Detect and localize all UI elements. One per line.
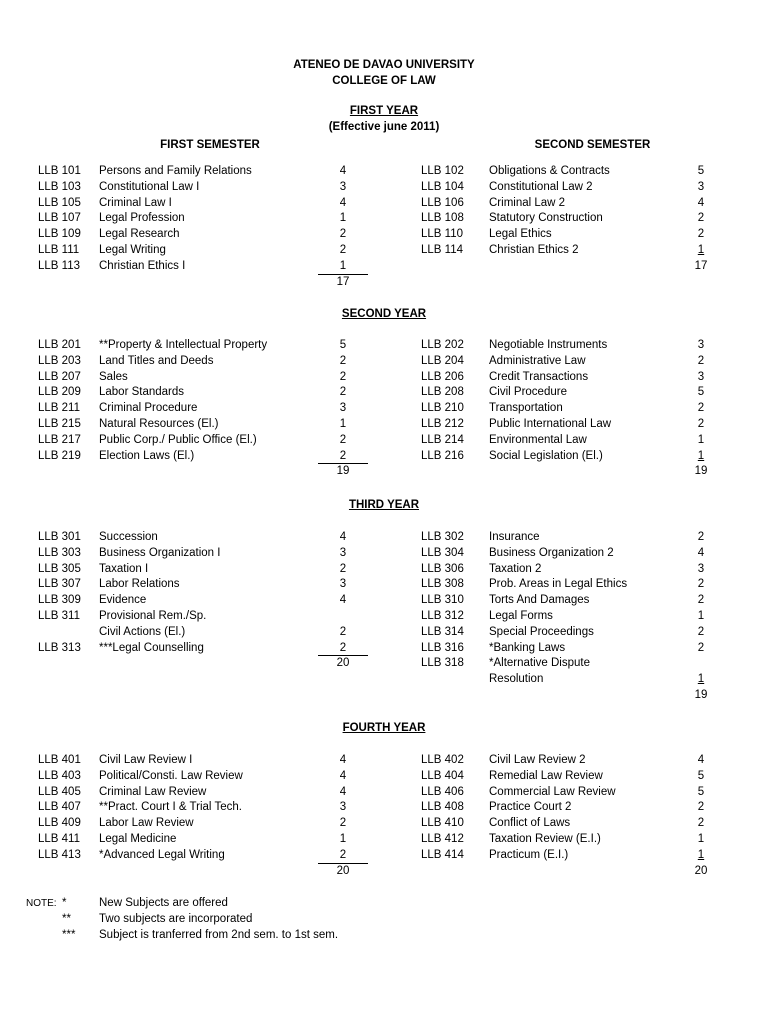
- course-name: Land Titles and Deeds: [99, 354, 214, 367]
- course-row-right: [0, 385, 768, 401]
- course-row-right: [0, 433, 768, 449]
- course-code: LLB 217: [38, 433, 81, 446]
- first-semester-total: 17: [336, 275, 350, 288]
- course-row-right: [0, 530, 768, 546]
- course-row-right: [0, 417, 768, 433]
- course-units: 1: [697, 833, 705, 845]
- course-row-right: [0, 609, 768, 625]
- first-semester-heading: FIRST SEMESTER: [160, 139, 260, 151]
- course-code: LLB 402: [421, 754, 464, 766]
- course-units: 2: [697, 212, 705, 225]
- course-units: 1: [697, 244, 705, 256]
- course-row-right: [0, 354, 768, 370]
- course-code: LLB 107: [38, 212, 81, 225]
- second-semester-total: 19: [694, 689, 708, 701]
- course-code: LLB 409: [38, 817, 81, 830]
- course-units: 4: [339, 196, 347, 209]
- course-code: LLB 401: [38, 754, 81, 766]
- course-name: Provisional Rem./Sp.: [99, 610, 207, 622]
- course-units: 2: [339, 228, 347, 241]
- course-code: LLB 113: [38, 259, 80, 272]
- course-code: LLB 102: [421, 165, 464, 177]
- course-units: 4: [339, 769, 347, 782]
- course-name: Social Legislation (El.): [489, 449, 603, 462]
- course-code: LLB 405: [38, 785, 81, 798]
- course-units: 3: [697, 370, 705, 383]
- note-marker: **: [62, 912, 71, 925]
- course-code: LLB 210: [421, 402, 464, 415]
- course-code: LLB 203: [38, 354, 81, 367]
- course-units: 2: [697, 578, 705, 591]
- course-units: 5: [697, 769, 705, 782]
- course-row-right: [0, 401, 768, 417]
- course-code: LLB 110: [421, 228, 463, 241]
- note-label: NOTE:: [26, 898, 57, 909]
- course-units: 2: [339, 386, 347, 399]
- course-name: Labor Standards: [99, 386, 185, 399]
- course-name: Criminal Law Review: [99, 785, 207, 798]
- course-name: Credit Transactions: [489, 370, 589, 383]
- note-row: [0, 912, 768, 928]
- course-code: LLB 215: [38, 418, 81, 430]
- year-title: FIRST YEAR: [349, 105, 419, 117]
- course-row-right: [0, 370, 768, 386]
- course-units: 4: [339, 754, 347, 766]
- course-code: LLB 301: [38, 531, 81, 543]
- course-units: 2: [339, 354, 347, 367]
- course-name: Evidence: [99, 594, 147, 607]
- course-code: LLB 305: [38, 562, 81, 575]
- course-units: 4: [339, 531, 347, 543]
- first-semester-total: 20: [336, 864, 350, 877]
- course-code: LLB 313: [38, 641, 81, 654]
- course-code: LLB 308: [421, 578, 464, 591]
- course-name: Public Corp./ Public Office (El.): [99, 433, 257, 446]
- course-row-right: [0, 769, 768, 785]
- year-title: SECOND YEAR: [341, 308, 427, 320]
- course-code: LLB 104: [421, 180, 464, 193]
- course-row-right: [0, 546, 768, 562]
- course-units: 5: [339, 339, 347, 351]
- course-code: LLB 211: [38, 402, 80, 415]
- course-name: Criminal Procedure: [99, 402, 198, 415]
- course-code: LLB 216: [421, 449, 464, 462]
- course-row-right: [0, 449, 768, 465]
- effective-date: (Effective june 2011): [328, 121, 440, 133]
- course-row-right: [0, 577, 768, 593]
- course-units: 2: [339, 449, 347, 462]
- course-units: 2: [339, 848, 347, 861]
- course-units: 1: [339, 833, 347, 845]
- course-name: Civil Actions (El.): [99, 625, 186, 638]
- course-name: Statutory Construction: [489, 212, 603, 225]
- course-units: 3: [339, 801, 347, 814]
- course-name: Remedial Law Review: [489, 769, 603, 782]
- course-units: 2: [697, 625, 705, 638]
- course-name: *Banking Laws: [489, 641, 566, 654]
- course-units: 3: [339, 546, 347, 559]
- course-units: 3: [697, 180, 705, 193]
- course-units: 4: [339, 165, 347, 177]
- course-name: Legal Profession: [99, 212, 185, 225]
- note-row: [0, 896, 768, 912]
- course-name: ***Legal Counselling: [99, 641, 204, 654]
- course-name: Legal Research: [99, 228, 180, 241]
- course-row-right: [0, 593, 768, 609]
- course-code: LLB 304: [421, 546, 464, 559]
- course-code: LLB 312: [421, 610, 464, 622]
- course-name: Legal Medicine: [99, 833, 177, 845]
- course-row-right: [0, 164, 768, 180]
- course-units: 1: [339, 212, 347, 225]
- course-code: LLB 109: [38, 228, 81, 241]
- course-name: *Advanced Legal Writing: [99, 848, 225, 861]
- college-name: COLLEGE OF LAW: [332, 75, 436, 87]
- course-name: Torts And Damages: [489, 594, 590, 607]
- course-name: Civil Procedure: [489, 386, 567, 399]
- course-units: 5: [697, 386, 705, 399]
- course-units: 1: [339, 259, 347, 272]
- course-name: Legal Writing: [99, 244, 166, 256]
- course-units: 3: [339, 578, 347, 591]
- course-name: Natural Resources (El.): [99, 418, 219, 430]
- course-name: Legal Ethics: [489, 228, 552, 241]
- course-name: **Property & Intellectual Property: [99, 339, 268, 351]
- course-row-right: [0, 211, 768, 227]
- course-name: Legal Forms: [489, 610, 553, 622]
- course-name: Sales: [99, 370, 128, 383]
- course-code: LLB 111: [38, 244, 80, 256]
- course-name: Practicum (E.I.): [489, 848, 569, 861]
- course-name: Resolution: [489, 673, 544, 686]
- course-name: Prob. Areas in Legal Ethics: [489, 578, 628, 591]
- course-row-right: [0, 562, 768, 578]
- year-title: THIRD YEAR: [348, 499, 420, 511]
- course-code: LLB 208: [421, 386, 464, 399]
- course-name: Negotiable Instruments: [489, 339, 608, 351]
- course-code: LLB 214: [421, 433, 464, 446]
- course-units: 2: [697, 641, 705, 654]
- course-code: LLB 207: [38, 370, 81, 383]
- course-row-right: [0, 848, 768, 864]
- course-code: LLB 219: [38, 449, 81, 462]
- course-code: LLB 414: [421, 848, 464, 861]
- course-code: LLB 410: [421, 817, 464, 830]
- course-name: Transportation: [489, 402, 563, 415]
- course-units: 3: [697, 339, 705, 351]
- course-name: Business Organization 2: [489, 546, 614, 559]
- course-code: LLB 212: [421, 418, 464, 430]
- course-units: 2: [339, 244, 347, 256]
- course-code: LLB 311: [38, 610, 80, 622]
- course-code: LLB 103: [38, 180, 81, 193]
- course-units: 2: [697, 531, 705, 543]
- course-row-right: [0, 180, 768, 196]
- course-name: Practice Court 2: [489, 801, 572, 814]
- course-units: 1: [697, 848, 705, 861]
- course-name: Constitutional Law 2: [489, 180, 593, 193]
- course-units: 3: [339, 402, 347, 415]
- course-units: 1: [697, 449, 705, 462]
- course-name: Persons and Family Relations: [99, 165, 252, 177]
- course-code: LLB 204: [421, 354, 464, 367]
- course-units: 2: [339, 562, 347, 575]
- course-code: LLB 412: [421, 833, 464, 845]
- course-row-right: [0, 625, 768, 641]
- year-title: FOURTH YEAR: [342, 722, 426, 734]
- course-name: Criminal Law I: [99, 196, 172, 209]
- course-units: 2: [697, 354, 705, 367]
- course-name: Election Laws (El.): [99, 449, 195, 462]
- course-row-right: [0, 641, 768, 657]
- course-units: 2: [697, 228, 705, 241]
- course-row-right: [0, 672, 768, 688]
- course-row-right: [0, 196, 768, 212]
- course-code: LLB 406: [421, 785, 464, 798]
- course-row-right: [0, 832, 768, 848]
- course-code: LLB 318: [421, 657, 464, 670]
- course-row-right: [0, 785, 768, 801]
- course-units: 2: [697, 801, 705, 814]
- first-semester-total: 19: [336, 465, 350, 478]
- course-name: Succession: [99, 531, 158, 543]
- course-units: 3: [697, 562, 705, 575]
- course-name: Business Organization I: [99, 546, 221, 559]
- course-code: LLB 310: [421, 594, 464, 607]
- note-text: New Subjects are offered: [99, 897, 228, 909]
- course-name: Taxation 2: [489, 562, 542, 575]
- course-units: 1: [697, 673, 705, 686]
- course-code: LLB 202: [421, 339, 464, 351]
- course-code: LLB 404: [421, 769, 464, 782]
- course-name: Taxation I: [99, 562, 149, 575]
- course-name: Special Proceedings: [489, 625, 594, 638]
- course-units: 4: [697, 546, 705, 559]
- course-units: 4: [697, 754, 705, 766]
- course-code: LLB 201: [38, 339, 81, 351]
- course-units: 4: [339, 594, 347, 607]
- course-units: 5: [697, 785, 705, 798]
- course-code: LLB 316: [421, 641, 464, 654]
- course-code: LLB 101: [38, 165, 81, 177]
- course-units: 1: [697, 433, 705, 446]
- course-code: LLB 209: [38, 386, 81, 399]
- course-code: LLB 303: [38, 546, 81, 559]
- course-units: 2: [697, 418, 705, 430]
- course-units: 2: [339, 370, 347, 383]
- course-code: LLB 306: [421, 562, 464, 575]
- course-units: 3: [339, 180, 347, 193]
- note-row: [0, 928, 768, 944]
- course-row-right: [0, 656, 768, 672]
- course-code: LLB 314: [421, 625, 464, 638]
- course-name: Labor Relations: [99, 578, 180, 591]
- course-name: *Alternative Dispute: [489, 657, 590, 670]
- second-semester-heading: SECOND SEMESTER: [534, 139, 651, 151]
- course-code: LLB 413: [38, 848, 81, 861]
- note-marker: ***: [62, 928, 76, 941]
- course-units: 1: [339, 418, 347, 430]
- second-semester-total: 20: [694, 864, 708, 877]
- course-code: LLB 307: [38, 578, 81, 591]
- course-units: 2: [339, 641, 347, 654]
- course-units: 4: [697, 196, 705, 209]
- course-name: Political/Consti. Law Review: [99, 769, 243, 782]
- course-code: LLB 206: [421, 370, 464, 383]
- course-units: 2: [697, 594, 705, 607]
- course-code: LLB 114: [421, 244, 463, 256]
- course-units: 4: [339, 785, 347, 798]
- first-semester-total: 20: [336, 657, 350, 670]
- course-units: 1: [697, 610, 705, 622]
- course-name: Constitutional Law I: [99, 180, 200, 193]
- note-text: Subject is tranferred from 2nd sem. to 1st sem.: [99, 928, 339, 941]
- course-code: LLB 106: [421, 196, 464, 209]
- course-name: Insurance: [489, 531, 540, 543]
- course-row-right: [0, 243, 768, 259]
- course-code: LLB 411: [38, 833, 80, 845]
- course-name: Public International Law: [489, 418, 612, 430]
- course-name: Conflict of Laws: [489, 817, 571, 830]
- course-name: Christian Ethics I: [99, 259, 186, 272]
- second-semester-total: 17: [694, 259, 708, 272]
- course-name: Criminal Law 2: [489, 196, 566, 209]
- second-semester-total: 19: [694, 465, 708, 478]
- course-units: 2: [339, 817, 347, 830]
- course-code: LLB 302: [421, 531, 464, 543]
- course-units: 2: [697, 817, 705, 830]
- course-units: 5: [697, 165, 705, 177]
- course-row-right: [0, 338, 768, 354]
- course-name: Civil Law Review I: [99, 754, 193, 766]
- course-name: Commercial Law Review: [489, 785, 616, 798]
- course-code: LLB 403: [38, 769, 81, 782]
- course-row-left: [0, 259, 768, 275]
- course-name: Administrative Law: [489, 354, 586, 367]
- note-text: Two subjects are incorporated: [99, 912, 253, 925]
- course-name: Environmental Law: [489, 433, 587, 446]
- course-code: LLB 407: [38, 801, 81, 814]
- course-code: LLB 108: [421, 212, 464, 225]
- course-name: Christian Ethics 2: [489, 244, 579, 256]
- course-name: Taxation Review (E.I.): [489, 833, 601, 845]
- course-row-right: [0, 800, 768, 816]
- course-name: Civil Law Review 2: [489, 754, 586, 766]
- note-marker: *: [62, 897, 67, 909]
- course-code: LLB 105: [38, 196, 81, 209]
- course-units: 2: [339, 433, 347, 446]
- course-row-right: [0, 227, 768, 243]
- university-name: ATENEO DE DAVAO UNIVERSITY: [293, 59, 475, 71]
- course-units: 2: [339, 625, 347, 638]
- course-code: LLB 408: [421, 801, 464, 814]
- course-code: LLB 309: [38, 594, 81, 607]
- course-name: **Pract. Court I & Trial Tech.: [99, 801, 242, 814]
- course-name: Obligations & Contracts: [489, 165, 610, 177]
- course-row-right: [0, 816, 768, 832]
- course-units: 2: [697, 402, 705, 415]
- course-row-right: [0, 753, 768, 769]
- course-name: Labor Law Review: [99, 817, 194, 830]
